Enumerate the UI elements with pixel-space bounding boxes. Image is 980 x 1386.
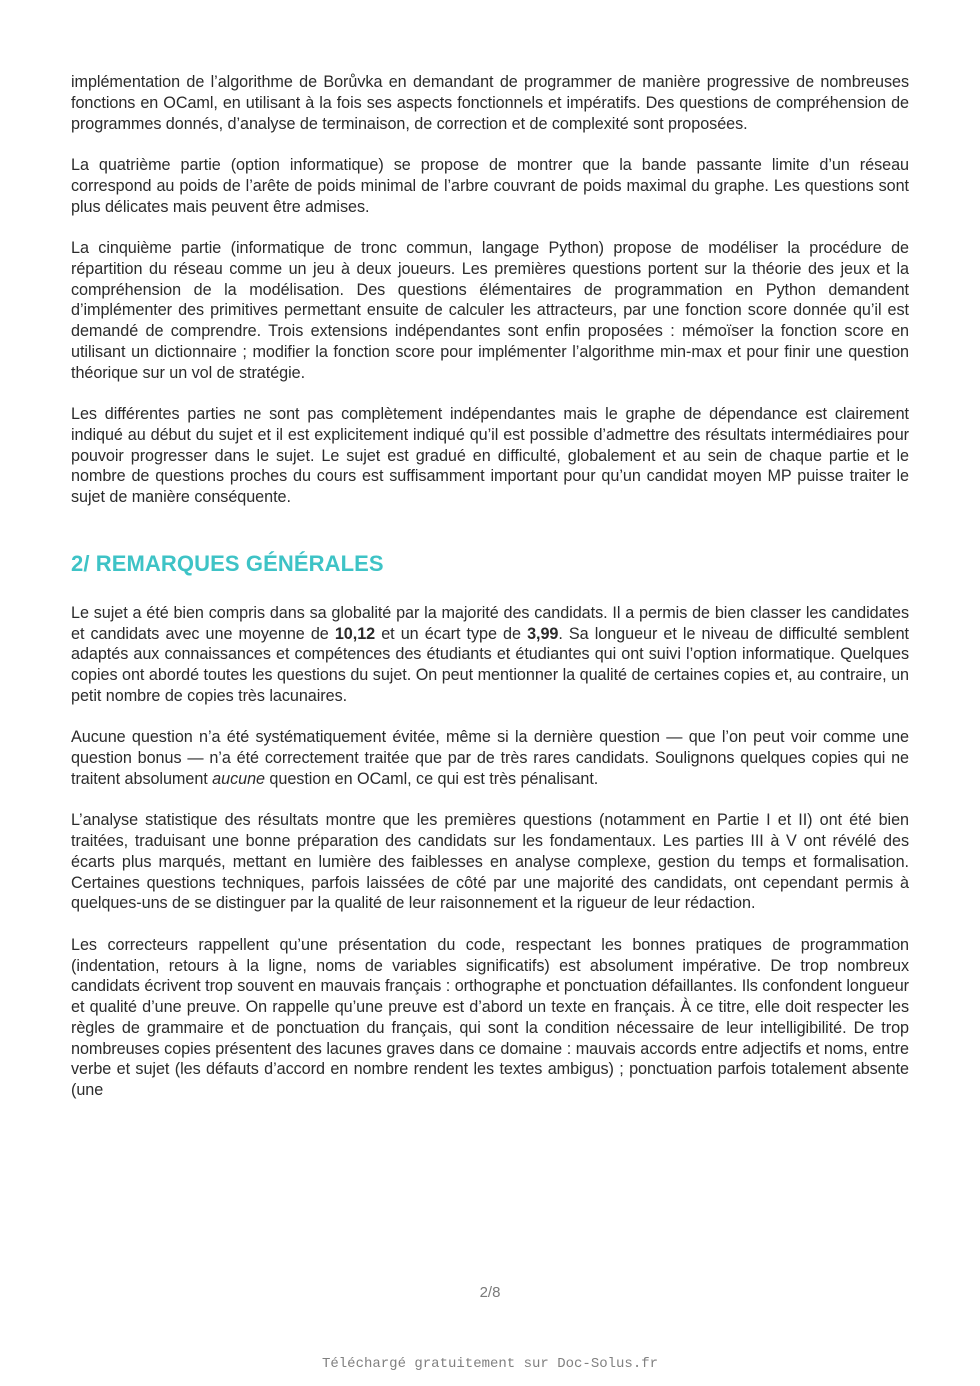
section-heading-remarques-generales: 2/ REMARQUES GÉNÉRALES	[71, 550, 384, 576]
stats-text-1: Le sujet a été bien compris dans sa globalité par la majorité des candidats. Il a permis de bien classer les candidates et candidats avec une moyenne de	[71, 603, 909, 643]
emphasis-aucune: aucune	[212, 769, 265, 788]
download-footer: Téléchargé gratuitement sur Doc-Solus.fr	[321, 1356, 659, 1372]
stats-text-2: et un écart type de	[375, 624, 528, 643]
mean-score: 10,12	[334, 624, 376, 643]
standard-deviation: 3,99	[527, 624, 559, 643]
page-number: 2/8	[479, 1284, 501, 1301]
avoided-text-1: Aucune question n’a été systématiquement évitée, même si la dernière question — que l’on peut voir comme une question bonus — n’a été correctement traitée que par de très rares candidats. Soulignons quelques copies qui ne traitent absolument	[71, 728, 909, 788]
paragraph-fourth-part: La quatrième partie (option informatique) se propose de montrer que la bande passante limite d’un réseau correspond au poids de l’arête de poids minimal de l’arbre couvrant de poids maximal du graphe. Les questions sont plus délicates mais peuvent être admises.	[71, 156, 909, 216]
paragraph-dependencies: Les différentes parties ne sont pas complètement indépendantes mais le graphe de dépendance est clairement indiqué au début du sujet et il est explicitement indiqué qu’il est possible d’admettre des résultats intermédiaires pour pouvoir progresser dans le sujet. Le sujet est gradué en difficulté, globalement et au sein de chaque partie et le nombre de questions proches du cours est suffisamment important pour qu’un candidat moyen MP puisse traiter le sujet de manière conséquente.	[71, 405, 909, 506]
paragraph-statistics	[71, 603, 909, 707]
paragraph-statistical-analysis: L’analyse statistique des résultats montre que les premières questions (notamment en Partie I et II) ont été bien traitées, traduisant une bonne préparation des candidats sur les fondamentaux. Les parties III à V ont révélé des écarts plus marqués, mettant en lumière des faiblesses en analyse complexe, gestion du temps et formalisation. Certaines questions techniques, parfois laissées de côté par une majorité des candidats, ont cependant permis à quelques-uns de se distinguer par la qualité de leur raisonnement et la rigueur de leur rédaction.	[71, 811, 909, 913]
paragraph-correctors-remarks: Les correcteurs rappellent qu’une présentation du code, respectant les bonnes pratiques de programmation (indentation, retours à la ligne, noms de variables significatifs) est absolument impérative. De trop nombreux candidats écrivent trop souvent en mauvais français : orthographe et ponctuation défaillantes. Ils confondent longueur et qualité d’une preuve. On rappelle qu’une preuve est d’abord un texte en français. À ce titre, elle doit respecter les règles de grammaire et de ponctuation du français, qui sont la condition nécessaire de leur intelligibilité. De trop nombreuses copies présentent des lacunes graves dans ce domaine : mauvais accords entre adjectifs et noms, entre verbe et sujet (les défauts d’accord en nombre rendent les textes ambigus) ; ponctuation parfois totalement absente (une	[71, 935, 909, 1099]
stats-text-3: . Sa longueur et le niveau de difficulté semblent adaptés aux connaissances et compétences des étudiants et étudiantes qui ont suivi l’option informatique. Quelques copies ont abordé toutes les questions du sujet. On peut mentionner la qualité de certaines copies et, au contraire, un petit nombre de copies très lacunaires.	[71, 624, 909, 705]
paragraph-borůvka-implementation: implémentation de l’algorithme de Borůvka en demandant de programmer de manière progressive de nombreuses fonctions en OCaml, en utilisant à la fois ses aspects fonctionnels et impératifs. Des questions de compréhension de programmes donnés, d’analyse de terminaison, de correction et de complexité sont proposées.	[71, 73, 909, 133]
paragraph-avoided-questions	[71, 727, 909, 789]
document-page	[71, 72, 909, 1122]
paragraph-fifth-part: La cinquième partie (informatique de tronc commun, langage Python) propose de modéliser la procédure de répartition du réseau comme un jeu à deux joueurs. Les premières questions portent sur la théorie des jeux et la compréhension de la modélisation. Des questions élémentaires de programmation en Python demandent d’implémenter des primitives permettant ensuite de calculer les attracteurs, par une fonction score donnée qu’il est demandé de comprendre. Trois extensions indépendantes sont enfin proposées : mémoïser la fonction score en utilisant un dictionnaire ; modifier la fonction score pour implémenter l’algorithme min-max et pour finir une question théorique sur un vol de stratégie.	[71, 239, 909, 382]
avoided-text-2: question en OCaml, ce qui est très pénalisant.	[264, 769, 599, 788]
